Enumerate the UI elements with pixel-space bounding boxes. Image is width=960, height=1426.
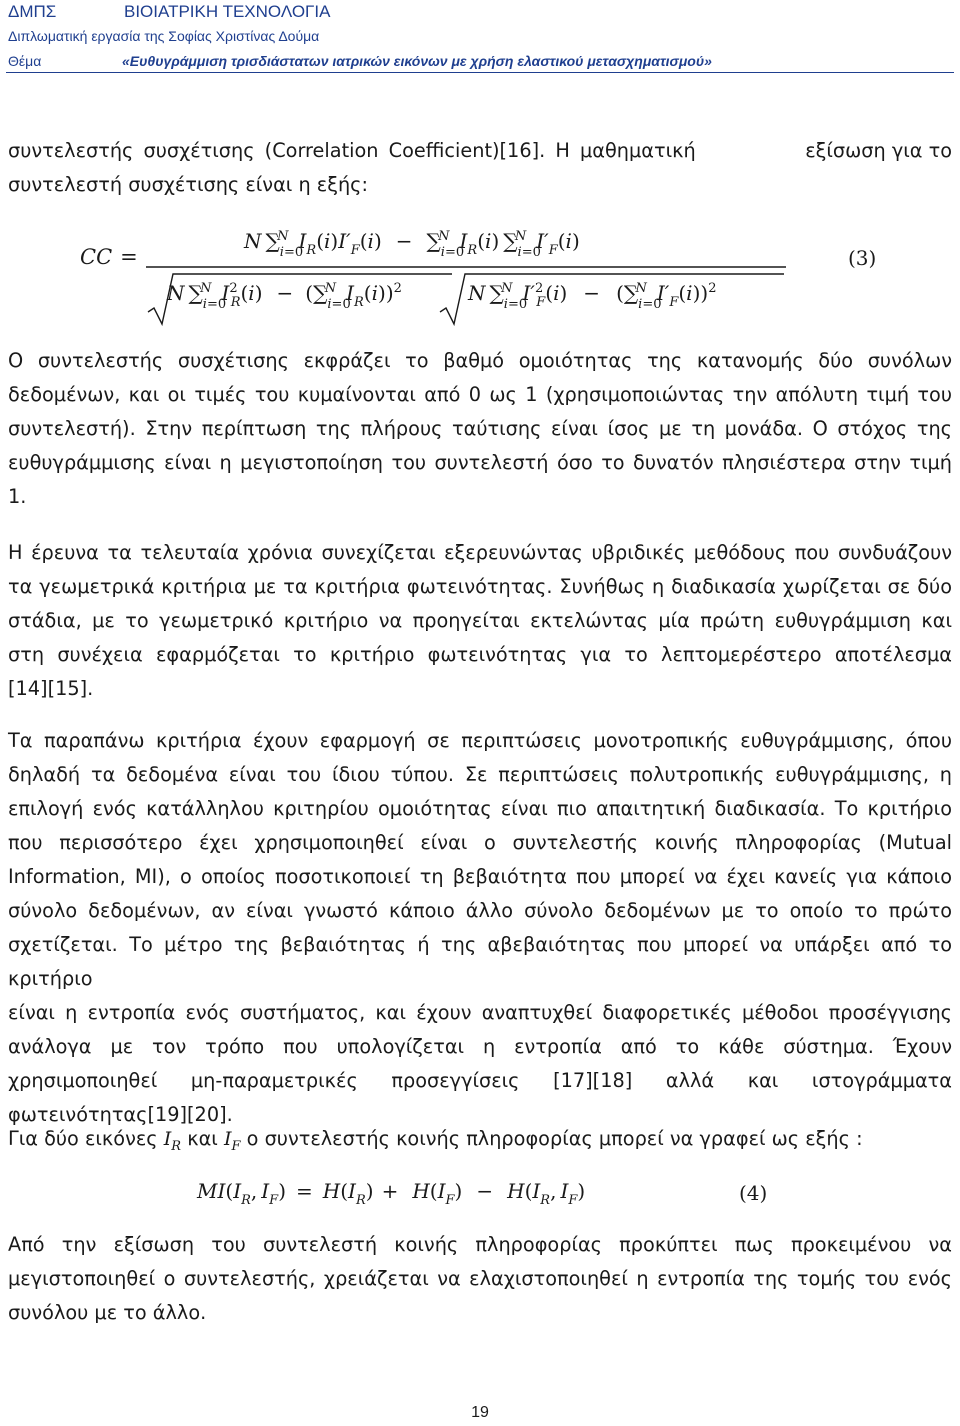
page-number: 19 [471,1404,489,1421]
paragraph-line: συντελεστή). Στην περίπτωση της πλήρους ταύτισης είναι ίσος με τη μονάδα. Ο στόχος της [8,417,952,440]
equation-3-graphic [0,218,960,328]
paragraph-mutual-information [8,724,952,1132]
header-divider [6,72,954,73]
header-thesis: Διπλωματική εργασία της Σοφίας Χριστίνας Δούμα [8,28,320,44]
paragraph-line: στάδια, με το γεωμετρικό κριτήριο να προηγείται εκτελώντας μία πρώτη ευθυγράμμιση και [8,609,952,632]
paragraph-line: [14][15]. [8,677,94,700]
paragraph-line: Τα παραπάνω κριτήρια έχουν εφαρμογή σε περιπτώσεις μονοτροπικής ευθυγράμμισης, όπου [8,729,952,752]
paragraph-line: σχετίζεται. Το μέτρο της βεβαιότητας ή της αβεβαιότητας που μπορεί να υπάρξει από το κριτήριο [8,933,952,990]
intro-paragraph [8,134,952,202]
equation-4-graphic [0,1172,960,1212]
math-IR: $I_R$ [163,1128,182,1154]
para4-post: ο συντελεστής κοινής πληροφορίας μπορεί να γραφεί ως εξής : [246,1127,863,1150]
paragraph-line: δηλαδή τα δεδομένα είναι του ίδιου τύπου. Σε περιπτώσεις πολυτροπικής ευθυγράμμισης, η [8,763,952,786]
paragraph-line: επιλογή ενός κατάλληλου κριτηρίου ομοιότητας είναι πιο απαιτητική διαδικασία. Το κριτήριο [8,797,952,820]
paragraph-line: Η έρευνα τα τελευταία χρόνια συνεχίζεται εξερευνώντας υβριδικές μεθόδους που συνδυάζουν [8,541,952,564]
paragraph-line: Από την εξίσωση του συντελεστή κοινής πληροφορίας προκύπτει πως προκειμένου να [8,1233,952,1256]
paragraph-two-images [8,1122,952,1164]
paragraph-line: συνόλου με το άλλο. [8,1301,207,1324]
equation-4 [0,1172,960,1212]
paragraph-line: δεδομένων, και οι τιμές του κυμαίνονται από 0 ως 1 (χρησιμοποιώντας την απόλυτη τιμή του [8,383,952,406]
para4-pre: Για δύο εικόνες [8,1127,158,1150]
equation-4-number: (4) [739,1181,768,1205]
paragraph-line: Ο συντελεστής συσχέτισης εκφράζει το βαθμό ομοιότητας της κατανομής δύο συνόλων [8,349,952,372]
paragraph-line: Information, MI), ο οποίος ποσοτικοποιεί τη βεβαιότητα που μπορεί να έχει κανείς για κάποιο [8,865,952,888]
paragraph-line: χρησιμοποιηθεί μη-παραμετρικές προσεγγίσεις [17][18] αλλά και ιστογράμματα [8,1069,952,1092]
math-IF: $I_F$ [223,1128,241,1154]
equation-3-denominator-2: N $\sum_i=0N$ $I'^2$ $F(i) - (\sum_i=0N$ $I'_F(i))^2$ [468,281,717,312]
paragraph-line: είναι η εντροπία ενός συστήματος, και έχουν αναπτυχθεί διαφορετικές μέθοδοι προσέγγισης [8,1001,952,1024]
paragraph-line: φωτεινότητας[19][20]. [8,1103,233,1126]
intro-line1-a: συντελεστής συσχέτισης (Correlation Coefficient)[16]. Η μαθηματική [8,139,696,162]
paragraph-line: τα γεωμετρικά κριτήρια με τα κριτήρια φωτεινότητας. Συνήθως η διαδικασία χωρίζεται σε δύο [8,575,952,598]
intro-line1-b: εξίσωση για το [805,139,952,162]
equation-3 [0,218,960,328]
header-topic-label: Θέμα [8,53,42,69]
paragraph-line: στη συνέχεια εφαρμόζεται το κριτήριο φωτεινότητας για το λεπτομερέστερο αποτέλεσμα [8,643,952,666]
paragraph-line: ευθυγράμμισης είναι η μεγιστοποίηση του συντελεστή όσο το δυνατόν πλησιέστερα στην τιμή [8,451,952,474]
paragraph-hybrid-methods [8,536,952,706]
equation-4-formula: $MI(I_R$, $I_F) = H(I_R) + H(I_F) - H(I_R$, $I_F$) [197,1179,586,1208]
equation-3-denominator-1: N $\sum_i=0N$ $I^2$ $R(i) - (\sum_i=0N$ $I_R(i))^2$ [167,281,402,312]
intro-line2: συντελεστή συσχέτισης είναι η εξής: [8,173,368,196]
para4-mid: και [187,1127,218,1150]
equation-3-number: (3) [848,246,877,270]
paragraph-correlation [8,344,952,514]
paragraph-line: σύνολο δεδομένων, αν είναι γνωστό κάποιο άλλο σύνολο δεδομένων με το οποίο το πρώτο [8,899,952,922]
header-topic: «Ευθυγράμμιση τρισδιάστατων ιατρικών εικόνων με χρήση ελαστικού μετασχηματισμού» [122,53,712,69]
equation-3-numerator: N $\sum_i=0N$ $I_R(i)I'_F(i) - \sum_i=0N$ $I_R(i)$ $\sum_i=0N$ $I'_F(i)$ [244,229,580,260]
paragraph-line: που περισσότερο έχει χρησιμοποιηθεί είναι ο συντελεστής κοινής πληροφορίας (Mutual [8,831,952,854]
header-department: ΔΜΠΣ [8,2,57,21]
equation-3-lhs: CC = [80,245,138,269]
paragraph-line: ανάλογα με τον τρόπο που υπολογίζεται η εντροπία από το κάθε σύστημα. Έχουν [8,1035,952,1058]
paragraph-conclusion [8,1228,952,1330]
paragraph-line: 1. [8,485,27,508]
header-field: ΒΙΟΙΑΤΡΙΚΗ ΤΕΧΝΟΛΟΓΙΑ [124,2,331,21]
paragraph-line: μεγιστοποιηθεί ο συντελεστής, χρειάζεται να ελαχιστοποιηθεί η εντροπία της τομής του ενός [8,1267,952,1290]
